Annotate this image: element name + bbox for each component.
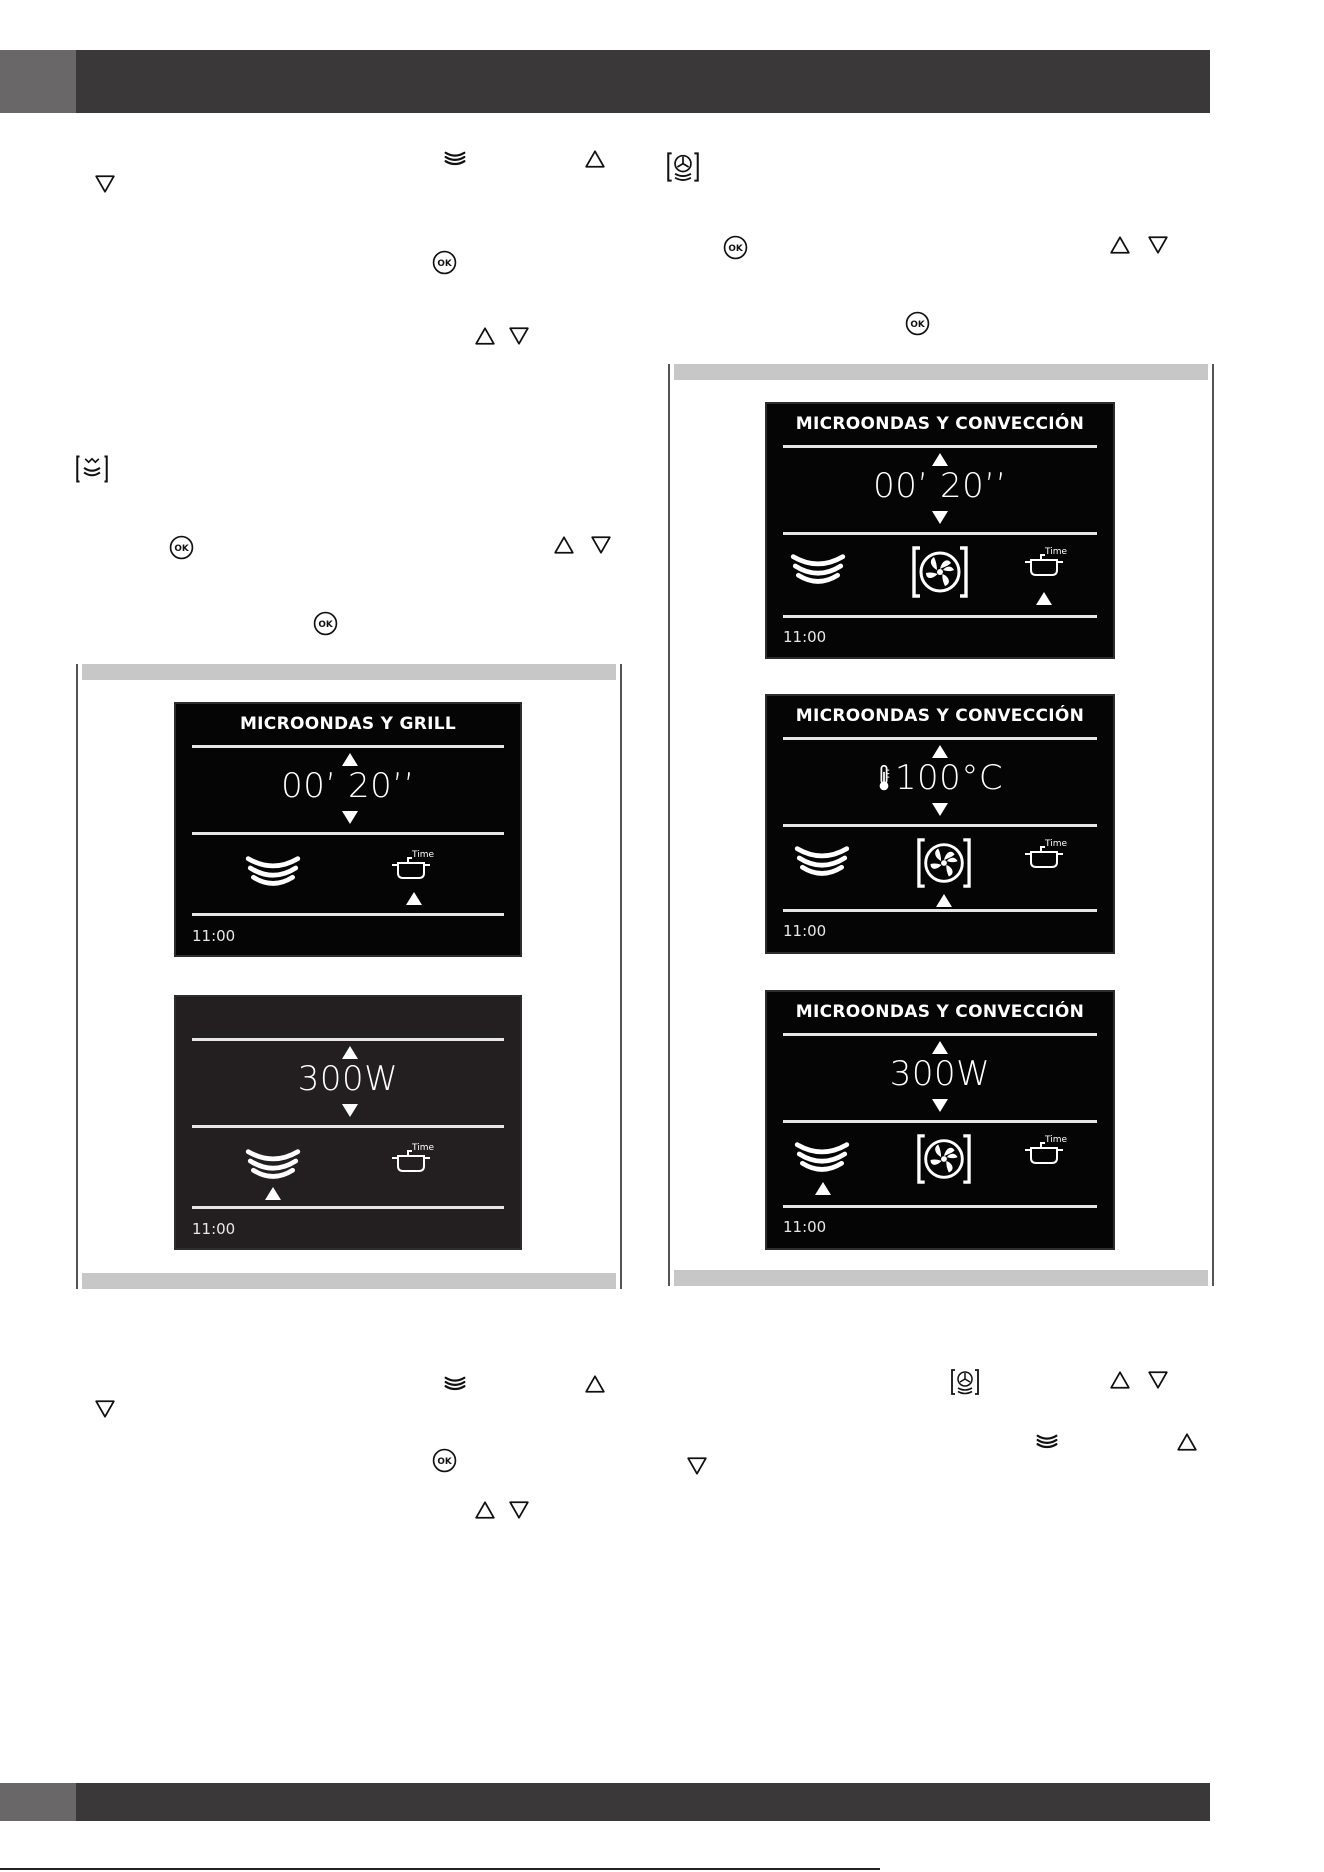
value-up-indicator <box>932 453 948 466</box>
up-arrow-icon <box>584 149 606 169</box>
value-down-indicator <box>342 1104 358 1117</box>
timer-label: Time <box>1045 547 1068 557</box>
microwave-waves-icon <box>1033 1432 1061 1449</box>
ok-button-icon <box>169 535 194 560</box>
divider <box>783 909 1097 912</box>
down-arrow-icon <box>1147 1370 1169 1390</box>
up-arrow-icon <box>584 1374 606 1394</box>
microwave-waves-icon <box>441 149 469 166</box>
display-microwave-convection-temperature <box>765 694 1115 954</box>
convection-fan-icon <box>666 150 700 184</box>
timer-label: Time <box>412 850 435 860</box>
header-tab <box>0 50 76 113</box>
display-value <box>767 758 1113 801</box>
selection-indicator <box>936 894 952 907</box>
divider <box>192 1038 504 1041</box>
down-arrow-icon <box>508 326 530 346</box>
display-microwave-power <box>174 995 522 1250</box>
down-arrow-icon <box>590 535 612 555</box>
up-arrow-icon <box>1109 1370 1131 1390</box>
display-value: 00’ 20’’ <box>873 466 1007 506</box>
microwave-waves-icon <box>441 1374 469 1391</box>
display-title: MICROONDAS Y CONVECCIÓN <box>795 414 1085 434</box>
header-bar <box>0 50 1210 113</box>
up-arrow-icon <box>1109 235 1131 255</box>
value-down-indicator <box>932 511 948 524</box>
selection-indicator <box>406 892 422 905</box>
value-up-indicator <box>342 753 358 766</box>
value-down-indicator <box>342 811 358 824</box>
display-microwave-convection-time <box>765 402 1115 659</box>
ok-button-icon <box>313 611 338 636</box>
down-arrow-icon <box>94 174 116 194</box>
panel-top-band <box>82 664 616 680</box>
convection-fan-icon <box>915 836 973 890</box>
divider <box>192 1206 504 1209</box>
convection-fan-icon <box>950 1367 980 1397</box>
footer-rule <box>0 1868 880 1870</box>
divider <box>783 1120 1097 1123</box>
footer-bar <box>0 1783 1210 1821</box>
divider <box>783 1205 1097 1208</box>
panel-bottom-band <box>674 1270 1208 1286</box>
microwave-waves-icon <box>242 1143 304 1181</box>
thermometer-icon <box>877 764 891 792</box>
ok-button-icon <box>723 235 748 260</box>
convection-fan-icon <box>915 1132 973 1186</box>
divider <box>192 745 504 748</box>
down-arrow-icon <box>686 1456 708 1476</box>
up-arrow-icon <box>1176 1432 1198 1452</box>
divider <box>783 445 1097 448</box>
value-down-indicator <box>932 1099 948 1112</box>
value-up-indicator <box>932 745 948 758</box>
divider <box>783 532 1097 535</box>
value-up-indicator <box>342 1046 358 1059</box>
up-arrow-icon <box>474 326 496 346</box>
ok-button-icon <box>905 311 930 336</box>
divider <box>783 824 1097 827</box>
microwave-waves-icon <box>791 1136 853 1174</box>
right-display-panel <box>668 364 1214 1286</box>
display-value: 300W <box>297 1059 399 1099</box>
clock: 11:00 <box>192 1220 236 1238</box>
display-title: MICROONDAS Y CONVECCIÓN <box>795 706 1085 726</box>
ok-button-icon <box>432 1448 457 1473</box>
selection-indicator <box>265 1187 281 1200</box>
microwave-waves-icon <box>791 840 853 878</box>
divider <box>783 1033 1097 1036</box>
display-microwave-convection-power <box>765 990 1115 1250</box>
clock: 11:00 <box>783 1218 827 1236</box>
temperature-value: 100°C <box>894 758 1004 798</box>
ok-button-icon <box>432 250 457 275</box>
microwave-waves-icon <box>787 548 849 586</box>
down-arrow-icon <box>508 1500 530 1520</box>
display-title: MICROONDAS Y GRILL <box>239 714 457 734</box>
up-arrow-icon <box>553 535 575 555</box>
value-up-indicator <box>932 1041 948 1054</box>
selection-indicator <box>815 1182 831 1195</box>
down-arrow-icon <box>1147 235 1169 255</box>
microwave-waves-icon <box>242 850 304 888</box>
divider <box>192 913 504 916</box>
value-down-indicator <box>932 803 948 816</box>
divider <box>192 1125 504 1128</box>
display-value: 00’ 20’’ <box>281 766 415 806</box>
clock: 11:00 <box>783 628 827 646</box>
timer-label: Time <box>1045 839 1068 849</box>
display-microwave-grill-time <box>174 702 522 957</box>
left-display-panel <box>76 664 622 1289</box>
convection-fan-icon <box>910 544 970 600</box>
clock: 11:00 <box>192 927 236 945</box>
display-value: 300W <box>889 1054 991 1094</box>
timer-label: Time <box>412 1143 435 1153</box>
divider <box>783 737 1097 740</box>
down-arrow-icon <box>94 1399 116 1419</box>
divider <box>783 615 1097 618</box>
display-title: MICROONDAS Y CONVECCIÓN <box>795 1002 1085 1022</box>
selection-indicator <box>1036 592 1052 605</box>
clock: 11:00 <box>783 922 827 940</box>
timer-label: Time <box>1045 1135 1068 1145</box>
microwave-grill-icon <box>75 452 109 486</box>
up-arrow-icon <box>474 1500 496 1520</box>
panel-bottom-band <box>82 1273 616 1289</box>
divider <box>192 832 504 835</box>
panel-top-band <box>674 364 1208 380</box>
footer-tab <box>0 1783 76 1821</box>
